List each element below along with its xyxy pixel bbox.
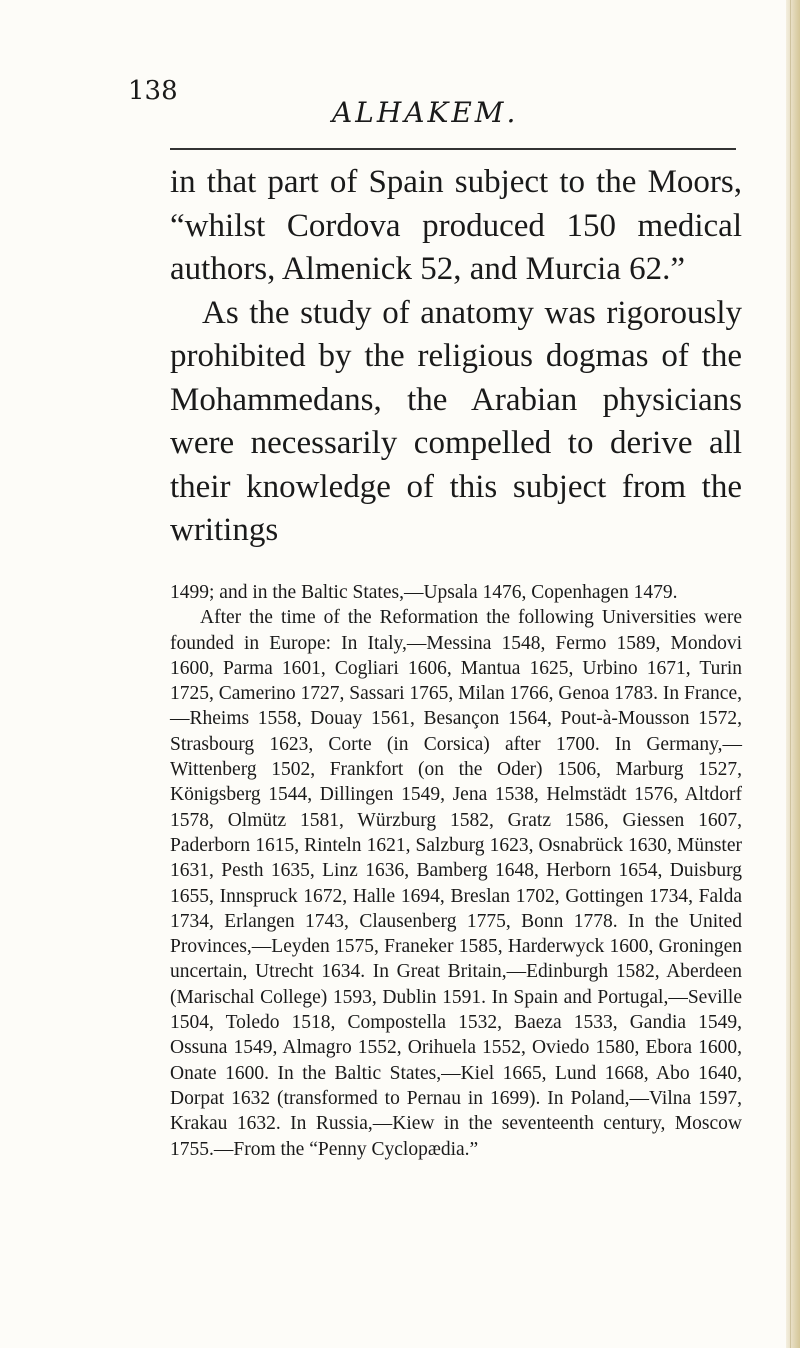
page-number: 138: [128, 76, 178, 106]
footnote-continuation: 1499; and in the Baltic States,—Upsala 1476, Copenhagen 1479.: [170, 582, 678, 603]
footnote-paragraph: After the time of the Reformation the following Universities were founded in Europe: In Italy,—Messina 1548, Fermo 1589, Mondovi 1600, Parma 1601, Cogliari 1606, Mantua 1625, Urbino 1671, Turin 1725, Camerino 1727, Sassari 1765, Milan 1766, Genoa 1783. In France,—Rheims 1558, Douay 1561, Besançon 1564, Pout-à-Mousson 1572, Strasbourg 1623, Corte (in Corsica) after 1700. In Germany,—Wittenberg 1502, Frankfort (on the Oder) 1506, Marburg 1527, Königsberg 1544, Dillingen 1549, Jena 1538, Helmstädt 1576, Altdorf 1578, Olmütz 1581, Würzburg 1582, Gratz 1586, Giessen 1607, Paderborn 1615, Rinteln 1621, Salzburg 1623, Osnabrück 1630, Münster 1631, Pesth 1635, Linz 1636, Bamberg 1648, Herborn 1654, Duisburg 1655, Innspruck 1672, Halle 1694, Breslan 1702, Gottingen 1734, Falda 1734, Erlangen 1743, Clausenberg 1775, Bonn 1778. In the United Provinces,—Leyden 1575, Franeker 1585, Harderwyck 1600, Groningen uncertain, Utrecht 1634. In Great Britain,—Edinburgh 1582, Aberdeen (Marischal College) 1593, Dublin 1591. In Spain and Portugal,—Seville 1504, Toledo 1518, Compostella 1532, Baeza 1533, Gandia 1549, Ossuna 1549, Almagro 1552, Orihuela 1552, Oviedo 1580, Ebora 1600, Onate 1600. In the Baltic States,—Kiel 1665, Lund 1668, Abo 1640, Dorpat 1632 (transformed to Pernau in 1699). In Poland,—Vilna 1597, Krakau 1632. In Russia,—Kiew in the seventeenth century, Moscow 1755.—From the “Penny Cyclopædia.”: [170, 607, 742, 1160]
main-text: [170, 161, 742, 553]
body-paragraph: in that part of Spain subject to the Moors, “whilst Cordova produced 150 medical authors, Almenick 52, and Murcia 62.”: [170, 164, 742, 287]
footnote: [170, 580, 742, 1162]
header-rule: [170, 148, 736, 150]
running-head: ALHAKEM.: [332, 96, 519, 129]
body-paragraph: As the study of anatomy was rigorously prohibited by the religious dogmas of the Mohammedans, the Arabian physicians were necessarily compelled to derive all their knowledge of this subject from the writings: [170, 294, 742, 548]
page-edge: [786, 0, 800, 1348]
